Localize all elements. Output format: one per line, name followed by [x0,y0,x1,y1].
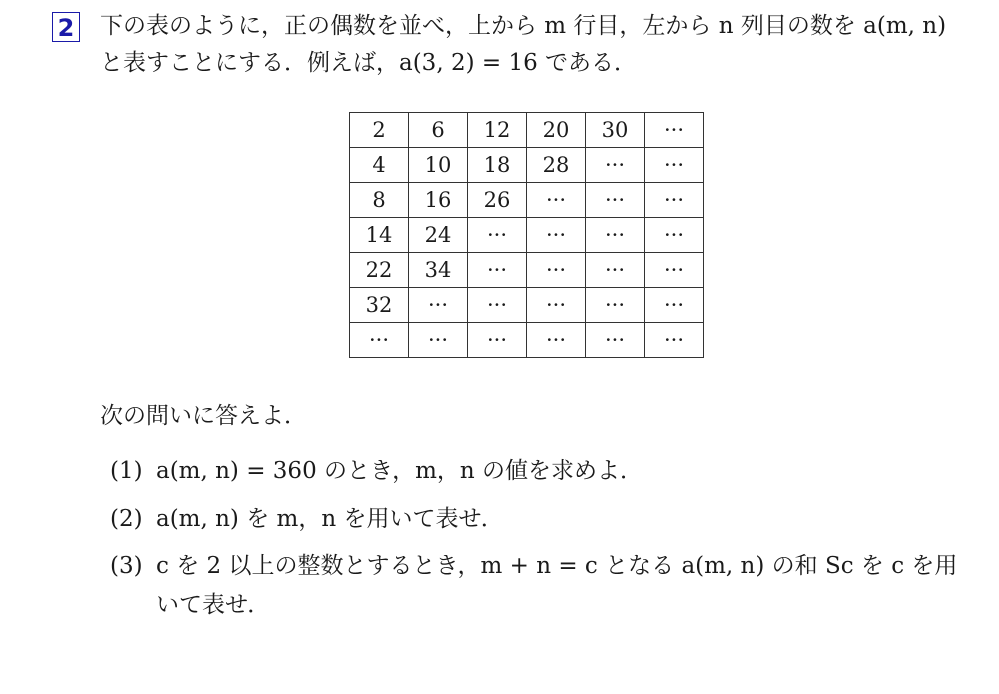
question-lead: 次の問いに答えよ． [100,403,307,429]
table-cell: 10 [409,148,468,183]
table-cell: ··· [468,288,527,323]
table-cell: ··· [586,323,645,358]
even-number-table [349,112,704,358]
table-cell: ··· [645,288,704,323]
table-cell: 30 [586,113,645,148]
table-cell: ··· [645,253,704,288]
table-cell: ··· [527,218,586,253]
table-cell: ··· [586,253,645,288]
table-cell: ··· [468,323,527,358]
table-cell: ··· [527,323,586,358]
question-2-number: (2) [110,506,143,532]
table-cell: ··· [586,148,645,183]
table-row [350,218,704,253]
table-cell: ··· [645,183,704,218]
table-cell: 34 [409,253,468,288]
table-cell: 32 [350,288,409,323]
table-cell: 20 [527,113,586,148]
table-cell: 8 [350,183,409,218]
table-cell: ··· [586,218,645,253]
table-row [350,288,704,323]
table-row [350,113,704,148]
table-cell: 14 [350,218,409,253]
table-row [350,253,704,288]
table-cell: ··· [350,323,409,358]
table-cell: 2 [350,113,409,148]
table-cell: ··· [586,183,645,218]
table-row [350,323,704,358]
table-row [350,183,704,218]
table-cell: ··· [645,148,704,183]
question-3-continuation: いて表せ． [156,592,271,618]
question-2 [110,503,504,535]
table-cell: ··· [409,323,468,358]
table-cell: ··· [468,218,527,253]
table-cell: 24 [409,218,468,253]
table-row [350,148,704,183]
question-3 [110,550,957,582]
table-cell: 28 [527,148,586,183]
question-3-number: (3) [110,553,143,579]
table-cell: ··· [586,288,645,323]
table-cell: 22 [350,253,409,288]
question-1-text: a(m, n) = 360 のとき，m，n の値を求めよ． [156,458,644,484]
table-cell: ··· [527,183,586,218]
question-1 [110,455,643,487]
table-cell: ··· [468,253,527,288]
table-cell: ··· [645,113,704,148]
table-cell: 6 [409,113,468,148]
problem-number-box: 2 [52,12,80,42]
table-cell: ··· [409,288,468,323]
table-cell: 16 [409,183,468,218]
question-2-text: a(m, n) を m，n を用いて表せ． [156,506,504,532]
table-cell: 4 [350,148,409,183]
problem-intro-line-2: と表すことにする．例えば，a(3, 2) = 16 である． [100,50,638,76]
table-cell: 18 [468,148,527,183]
table-cell: 26 [468,183,527,218]
table-cell: ··· [527,253,586,288]
problem-intro-line-1: 下の表のように，正の偶数を並べ，上から m 行目，左から n 列目の数を a(m, n) [100,13,947,39]
table-cell: ··· [527,288,586,323]
table-cell: ··· [645,323,704,358]
question-1-number: (1) [110,458,143,484]
question-3-text: c を 2 以上の整数とするとき，m + n = c となる a(m, n) の和 Sc を c を用 [156,553,958,579]
table-cell: 12 [468,113,527,148]
table-cell: ··· [645,218,704,253]
